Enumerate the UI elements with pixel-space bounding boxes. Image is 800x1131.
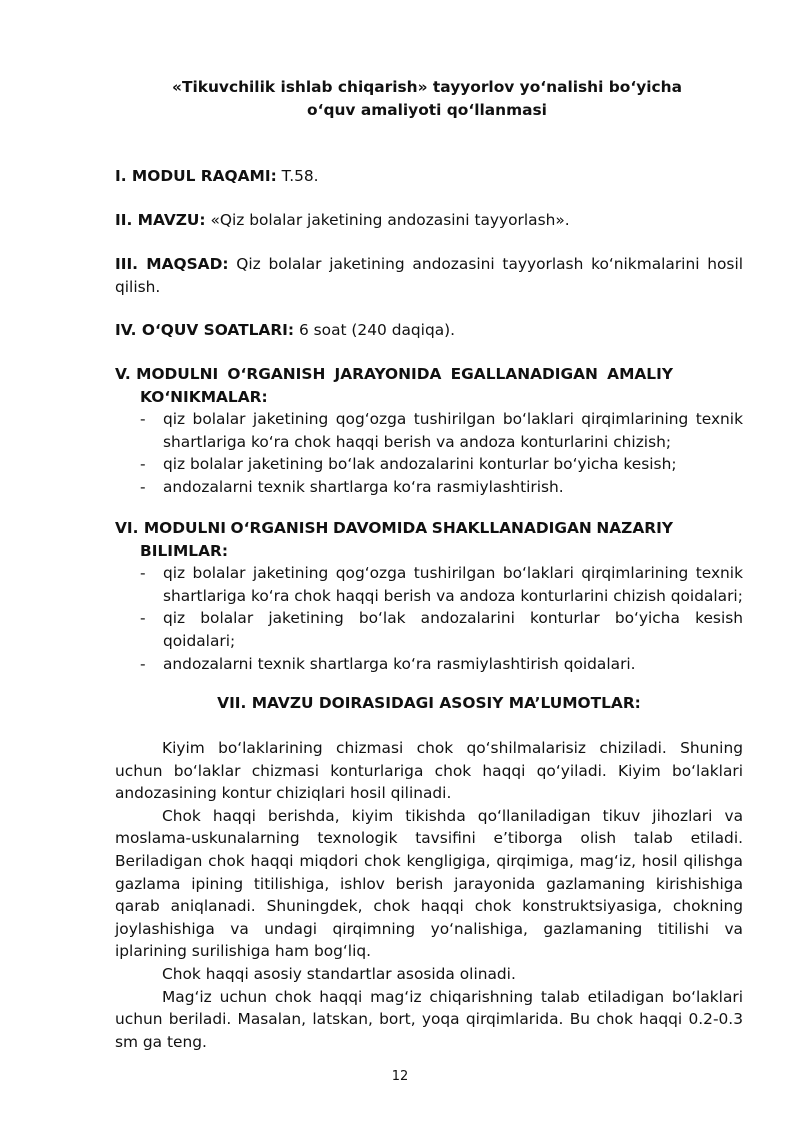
page-number: 12 [391,1069,409,1084]
section-6-list [115,562,743,675]
list-item: - andozalarni texnik shartlarga ko‘ra rasmiylashtirish. [140,477,564,496]
section-5-heading-cont: KO‘NIKMALAR: [140,387,268,406]
section-5-heading [115,363,673,386]
list-item: - qiz bolalar jaketining bo‘lak andozalarini konturlar bo‘yicha kesish; [140,455,677,474]
heading-word: JARAYONIDA [334,365,442,383]
maqsad-label: III. MAQSAD: [115,255,229,273]
document-title [110,76,744,121]
heading-word: DAVOMIDA [333,519,428,537]
oquv-soatlari-label: IV. O‘QUV SOATLARI: [115,321,295,339]
mavzu [115,209,743,232]
list-item: - qiz bolalar jaketining qog‘ozga tushirilgan bo‘laklari qirqimlarining texnik shartlariga ko‘ra chok haqqi berish va andoza konturlarini chizish qoidalari; [140,564,743,605]
oquv-soatlari [115,319,743,342]
list-item: - qiz bolalar jaketining qog‘ozga tushirilgan bo‘laklari qirqimlarining texnik shartlariga ko‘ra chok haqqi berish va andoza konturlarini chizish; [140,410,743,451]
modul-raqami-label: I. MODUL RAQAMI: [115,167,277,185]
heading-word: NAZARIY [596,519,673,537]
title-line-2: o‘quv amaliyoti qo‘llanmasi [307,100,547,119]
paragraph: Chok haqqi berishda, kiyim tikishda qo‘llaniladigan tikuv jihozlari va moslama-uskunalarning texnologik tavsifini e’tiborga olish talab etiladi. Beriladigan chok haqqi miqdori chok kengligiga, qirqimiga, mag‘iz, hosil qilishga gazlama ipining titilishiga, ishlov berish jarayonida gazlamaning kirishishiga qarab aniqlanadi. Shuningdek, chok haqqi chok konstruktsiyasiga, chokning joylashishiga va undagi qirqimning yo‘nalishiga, gazlamaning titilishi va iplarining surilishiga ham bog‘liq. [115,806,743,961]
maqsad-value: Qiz bolalar jaketining andozasini tayyorlash ko‘nikmalarini hosil qilish. [115,255,744,296]
heading-word: EGALLANADIGAN [450,365,598,383]
paragraph: Mag‘iz uchun chok haqqi mag‘iz chiqarishning talab etiladigan bo‘laklari uchun beriladi. Masalan, latskan, bort, yoqa qirqimlarida. Bu chok haqqi 0.2-0.3 sm ga teng. [115,987,743,1051]
heading-word: VI. MODULNI [115,519,226,537]
maqsad [115,253,743,298]
modul-raqami-value: T.58. [276,167,319,185]
section-6 [115,517,743,675]
section-5-list [115,408,743,498]
section-5 [115,363,743,499]
heading-word: O‘RGANISH [227,365,326,383]
list-item: - qiz bolalar jaketining bo‘lak andozalarini konturlar bo‘yicha kesish qoidalari; [140,609,743,650]
heading-word: AMALIY [607,365,673,383]
mavzu-label: II. MAVZU: [115,211,206,229]
section-6-heading [115,517,673,540]
paragraph: Chok haqqi asosiy standartlar asosida olinadi. [162,964,516,983]
modul-raqami [115,165,743,188]
heading-word: V. MODULNI [115,365,219,383]
section-7-heading: VII. MAVZU DOIRASIDAGI ASOSIY MA’LUMOTLAR: [217,694,641,712]
title-line-1: «Tikuvchilik ishlab chiqarish» tayyorlov yo‘nalishi bo‘yicha [172,78,682,96]
mavzu-value: «Qiz bolalar jaketining andozasini tayyorlash». [205,211,570,229]
oquv-soatlari-value: 6 soat (240 daqiqa). [294,321,456,339]
heading-word: O‘RGANISH [230,519,329,537]
section-6-heading-cont: BILIMLAR: [140,541,229,560]
paragraph: Kiyim bo‘laklarining chizmasi chok qo‘shilmalarisiz chiziladi. Shuning uchun bo‘laklar chizmasi konturlariga chok haqqi qo‘yiladi. Kiyim bo‘laklari andozasining kontur chiziqlari hosil qilinadi. [115,739,743,803]
heading-word: SHAKLLANADIGAN [431,519,592,537]
list-item: - andozalarni texnik shartlarga ko‘ra rasmiylashtirish qoidalari. [140,654,636,673]
main-body-text [115,737,743,1053]
